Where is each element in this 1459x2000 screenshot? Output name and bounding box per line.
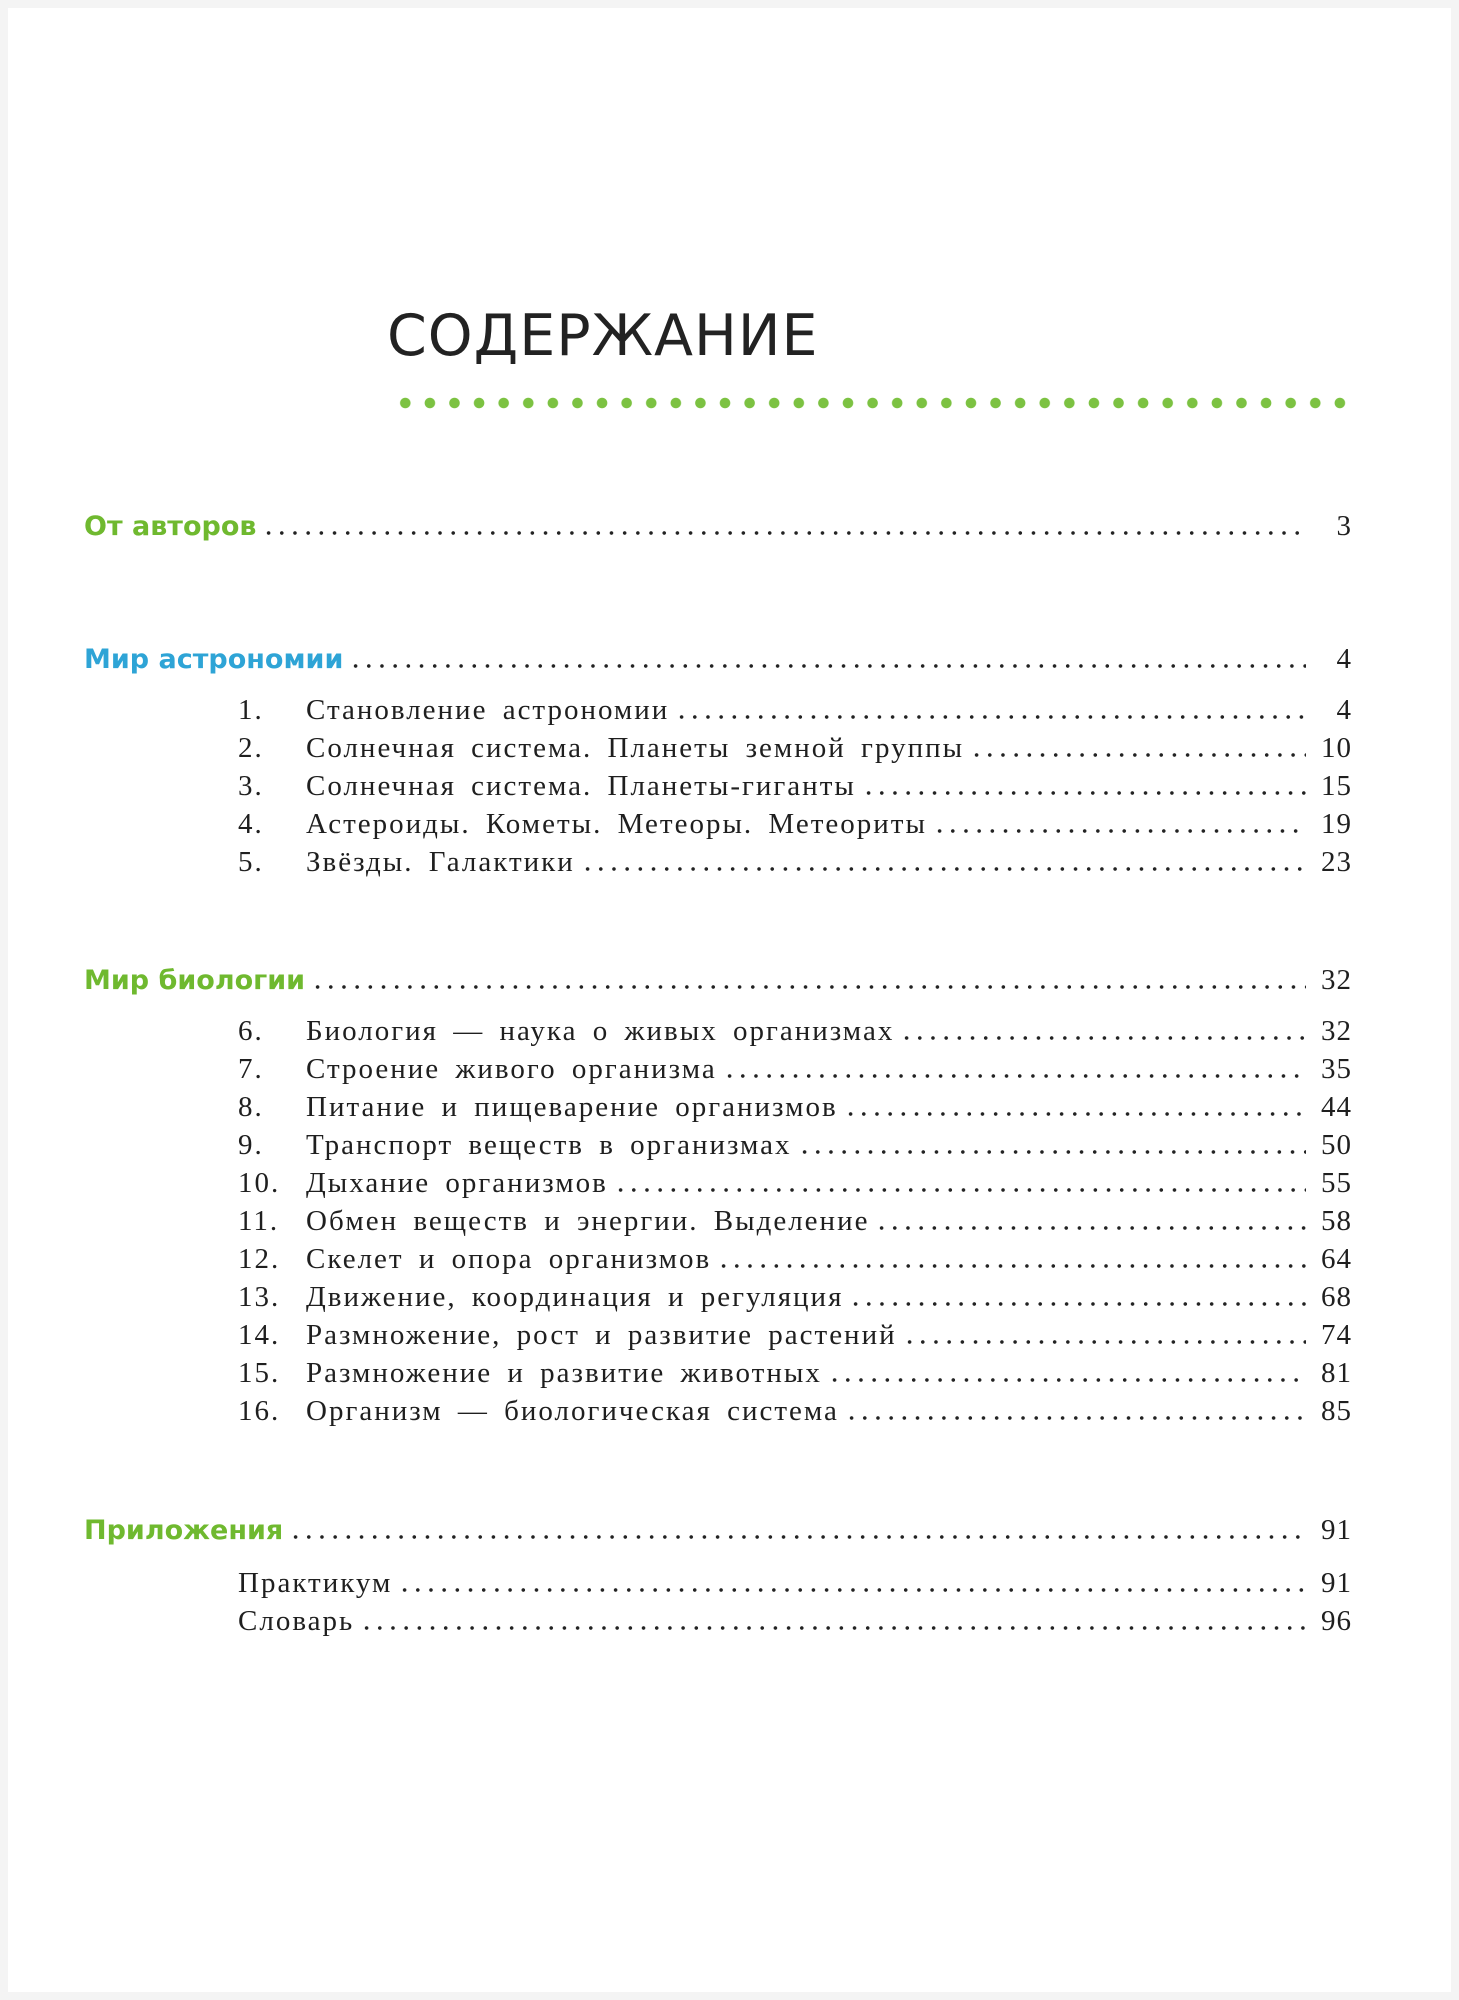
dot-leader [614,1167,1306,1200]
section-title: Мир астрономии [84,644,344,675]
item-number: 1. [238,694,264,726]
section-title: От авторов [84,511,257,542]
dot-leader [398,1567,1306,1600]
page-number: 74 [1321,1319,1352,1351]
toc-item[interactable] [238,1357,1352,1390]
item-title: Размножение, рост и развитие растений [306,1319,897,1351]
page-number: 15 [1321,770,1352,802]
dot-leader [798,1129,1306,1162]
dot-leader [289,1514,1306,1547]
dot-leader [360,1605,1306,1638]
item-title: Питание и пищеварение организмов [306,1091,838,1123]
toc-section-biology[interactable] [84,964,1352,997]
dot-leader [262,510,1306,543]
section-title: Мир биологии [84,965,306,996]
toc-item[interactable] [238,1129,1352,1162]
toc-item[interactable] [238,770,1352,803]
item-title: Словарь [238,1605,355,1637]
page-number: 10 [1321,732,1352,764]
dot-leader [875,1205,1306,1238]
item-number: 9. [238,1129,264,1161]
item-number: 8. [238,1091,264,1123]
page-number: 35 [1321,1053,1352,1085]
toc-item-glossary[interactable] [238,1605,1352,1638]
item-number: 4. [238,808,264,840]
page-number: 44 [1321,1091,1352,1123]
item-number: 14. [238,1319,281,1351]
item-title: Скелет и опора организмов [306,1243,712,1275]
item-number: 2. [238,732,264,764]
page-number: 91 [1321,1567,1352,1599]
page-number: 3 [1336,510,1352,542]
page-number: 81 [1321,1357,1352,1389]
toc-item[interactable] [238,732,1352,765]
item-title: Солнечная система. Планеты-гиганты [306,770,856,802]
dot-leader [723,1053,1306,1086]
item-number: 12. [238,1243,281,1275]
dot-leader [903,1319,1306,1352]
item-number: 16. [238,1395,281,1427]
dot-leader [900,1015,1306,1048]
dot-leader [349,643,1306,676]
toc-item[interactable] [238,1015,1352,1048]
page-number: 68 [1321,1281,1352,1313]
item-title: Транспорт веществ в организмах [306,1129,792,1161]
item-title: Звёзды. Галактики [306,846,575,878]
page-number: 58 [1321,1205,1352,1237]
page-number: 85 [1321,1395,1352,1427]
item-title: Строение живого организма [306,1053,717,1085]
dot-leader [970,732,1306,765]
page-number: 4 [1336,643,1352,675]
item-title: Астероиды. Кометы. Метеоры. Метеориты [306,808,927,840]
dot-leader [581,846,1306,879]
toc-item[interactable] [238,1395,1352,1428]
toc-item[interactable] [238,846,1352,879]
page-number: 32 [1321,1015,1352,1047]
section-title: Приложения [84,1515,284,1546]
toc-section-appendices[interactable] [84,1514,1352,1547]
toc-section-from-authors[interactable] [84,510,1352,543]
item-title: Размножение и развитие животных [306,1357,822,1389]
toc-item[interactable] [238,1319,1352,1352]
page-number: 91 [1321,1514,1352,1546]
item-title: Организм — биологическая система [306,1395,839,1427]
item-title: Солнечная система. Планеты земной группы [306,732,965,764]
dot-leader [675,694,1306,727]
page-number: 23 [1321,846,1352,878]
item-number: 10. [238,1167,281,1199]
page-number: 55 [1321,1167,1352,1199]
toc-item[interactable] [238,1091,1352,1124]
item-number: 5. [238,846,264,878]
page-title: СОДЕРЖАНИЕ [387,303,819,369]
dot-leader [844,1091,1306,1124]
item-number: 13. [238,1281,281,1313]
item-title: Практикум [238,1567,393,1599]
dot-leader [717,1243,1306,1276]
toc-item[interactable] [238,1167,1352,1200]
toc-item[interactable] [238,1205,1352,1238]
toc-item[interactable] [238,694,1352,727]
item-number: 15. [238,1357,281,1389]
dot-leader [828,1357,1306,1390]
item-number: 3. [238,770,264,802]
item-number: 11. [238,1205,280,1237]
toc-item[interactable] [238,808,1352,841]
page-number: 19 [1321,808,1352,840]
item-title: Становление астрономии [306,694,670,726]
item-title: Обмен веществ и энергии. Выделение [306,1205,870,1237]
item-number: 6. [238,1015,264,1047]
page-number: 32 [1321,964,1352,996]
item-title: Движение, координация и регуляция [306,1281,844,1313]
page-number: 64 [1321,1243,1352,1275]
dot-leader [845,1395,1306,1428]
toc-section-astronomy[interactable] [84,643,1352,676]
toc-item[interactable] [238,1243,1352,1276]
item-title: Дыхание организмов [306,1167,608,1199]
dot-leader [933,808,1306,841]
page-number: 50 [1321,1129,1352,1161]
dot-leader [849,1281,1306,1314]
toc-item-practicum[interactable] [238,1567,1352,1600]
page-number: 96 [1321,1605,1352,1637]
page-number: 4 [1336,694,1352,726]
dot-leader [862,770,1306,803]
dot-leader [311,964,1306,997]
item-number: 7. [238,1053,264,1085]
title-dotted-divider [393,397,1351,409]
toc-item[interactable] [238,1053,1352,1086]
item-title: Биология — наука о живых организмах [306,1015,895,1047]
toc-item[interactable] [238,1281,1352,1314]
